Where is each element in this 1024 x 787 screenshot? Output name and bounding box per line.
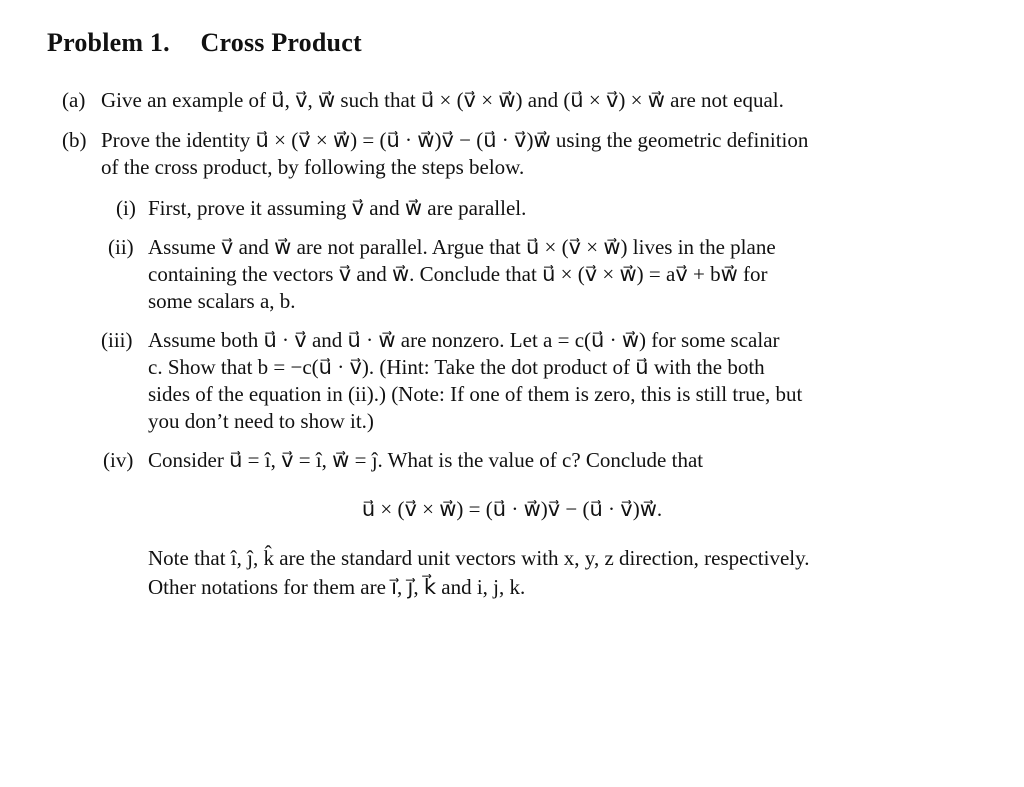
part-a-label: (a) [62, 88, 86, 112]
problem-number: Problem 1. [47, 28, 170, 57]
sub-iii-label: (iii) [101, 328, 133, 352]
problem-title: Cross Product [200, 28, 362, 57]
sub-iii-line-1: Assume both u⃗ · v⃗ and u⃗ · w⃗ are nonzero. Let a = c(u⃗ · w⃗) for some scalar [148, 328, 780, 352]
sub-ii-label: (ii) [108, 235, 134, 259]
part-b-line-2: of the cross product, by following the steps below. [101, 155, 525, 179]
sub-ii-line-1: Assume v⃗ and w⃗ are not parallel. Argue that u⃗ × (v⃗ × w⃗) lives in the plane [148, 235, 776, 259]
sub-iii-line-2: c. Show that b = −c(u⃗ · v⃗). (Hint: Take the dot product of u⃗ with the both [148, 355, 765, 379]
sub-ii-line-3: some scalars a, b. [148, 289, 296, 313]
note-line-2: Other notations for them are i⃗, j⃗, k⃗ and i, j, k. [148, 575, 526, 599]
sub-i-label: (i) [116, 196, 136, 220]
sub-iv-label: (iv) [103, 448, 134, 472]
sub-iii-line-4: you don’t need to show it.) [148, 409, 374, 433]
note-line-1: Note that î, ĵ, k̂ are the standard unit vectors with x, y, z direction, respectively. [148, 546, 810, 570]
sub-ii-line-2: containing the vectors v⃗ and w⃗. Conclude that u⃗ × (v⃗ × w⃗) = av⃗ + bw⃗ for [148, 262, 768, 286]
sub-iv-line-1: Consider u⃗ = î, v⃗ = î, w⃗ = ĵ. What is the value of c? Conclude that [148, 448, 704, 472]
identity-equation: u⃗ × (v⃗ × w⃗) = (u⃗ · w⃗)v⃗ − (u⃗ · v⃗)w⃗. [361, 497, 663, 521]
sub-i-text: First, prove it assuming v⃗ and w⃗ are parallel. [148, 196, 527, 220]
sub-iii-line-3: sides of the equation in (ii).) (Note: If one of them is zero, this is still true, but [148, 382, 803, 406]
part-b-label: (b) [62, 128, 87, 152]
problem-heading [47, 28, 362, 58]
part-b-line-1: Prove the identity u⃗ × (v⃗ × w⃗) = (u⃗ · w⃗)v⃗ − (u⃗ · v⃗)w⃗ using the geometric definition [101, 128, 809, 152]
part-a-text: Give an example of u⃗, v⃗, w⃗ such that u⃗ × (v⃗ × w⃗) and (u⃗ × v⃗) × w⃗ are not equal. [101, 88, 784, 112]
